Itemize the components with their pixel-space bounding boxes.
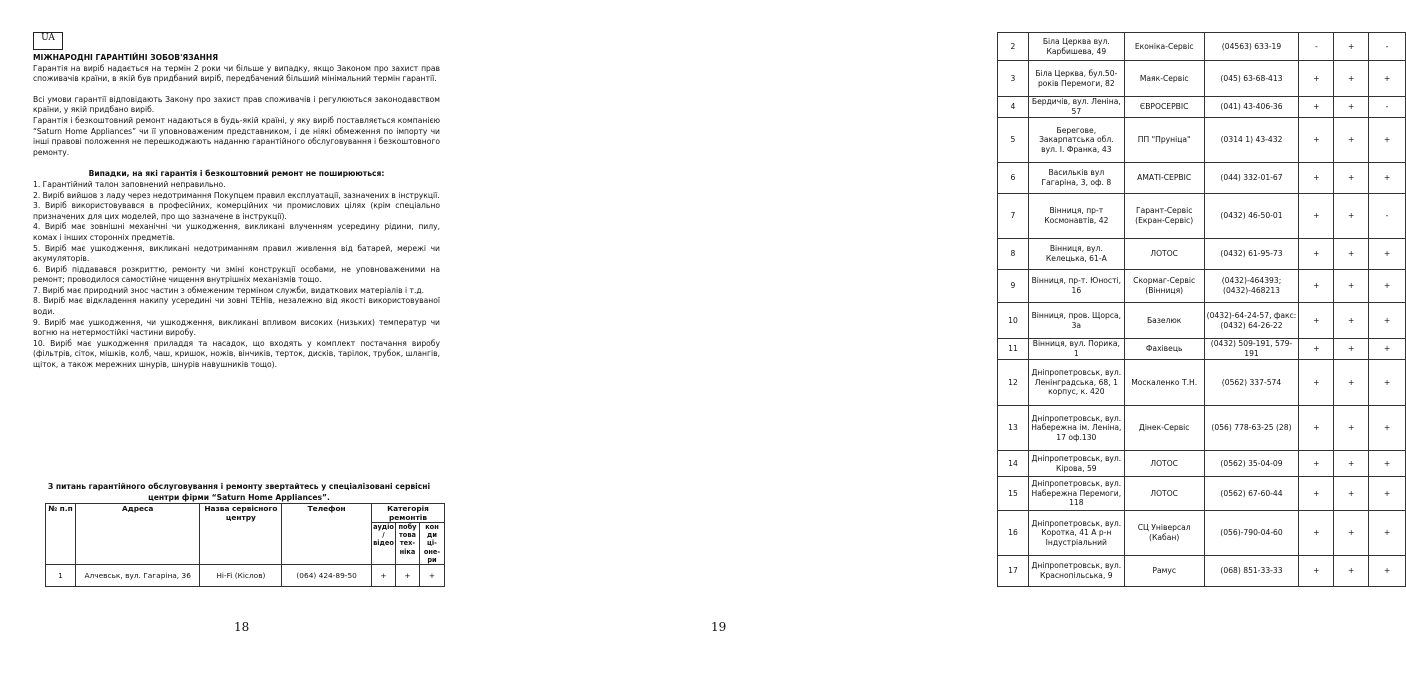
category-conditioner-cell: + (1369, 451, 1406, 477)
category-conditioner-cell: + (1369, 556, 1406, 587)
category-audio-cell: + (1299, 97, 1334, 118)
row-number: 17 (998, 556, 1029, 587)
center-name-cell: ЛОТОС (1124, 451, 1204, 477)
table-row (998, 406, 1406, 451)
exclusion-item: 5. Виріб має ушкодження, викликані недотриманням правил живлення від батарей, мережі чи акумуляторів. (33, 243, 440, 264)
category-audio-cell: + (1299, 239, 1334, 270)
center-name-cell: Дінек-Сервіс (1124, 406, 1204, 451)
row-number: 16 (998, 511, 1029, 556)
left-page (0, 0, 477, 675)
address-cell: Вінниця, вул. Порика, 1 (1028, 339, 1124, 360)
table-row (998, 61, 1406, 97)
header-phone: Телефон (282, 504, 372, 565)
table-row (998, 118, 1406, 163)
category-audio-cell: + (1299, 451, 1334, 477)
category-audio-cell: + (1299, 511, 1334, 556)
category-home-cell: + (1334, 33, 1369, 61)
address-cell: Вінниця, вул. Келецька, 61-А (1028, 239, 1124, 270)
phone-cell: (0562) 337-574 (1204, 360, 1299, 406)
phone-cell: (068) 851-33-33 (1204, 556, 1299, 587)
center-name-cell: Гарант-Сервіс (Екран-Сервіс) (1124, 194, 1204, 239)
phone-cell: (04563) 633-19 (1204, 33, 1299, 61)
category-home-cell: + (396, 565, 420, 587)
category-conditioner-cell: + (1369, 61, 1406, 97)
address-cell: Дніпропетровськ, вул. Коротка, 41 А р-н Індустріальний (1028, 511, 1124, 556)
table-row (998, 451, 1406, 477)
row-number: 12 (998, 360, 1029, 406)
category-conditioner-cell: + (419, 565, 444, 587)
header-address: Адреса (75, 504, 200, 565)
category-conditioner-cell: + (1369, 239, 1406, 270)
category-conditioner-cell: + (1369, 477, 1406, 511)
address-cell: Дніпропетровськ, вул. Набережна Перемоги, 118 (1028, 477, 1124, 511)
center-name-cell: ЛОТОС (1124, 239, 1204, 270)
category-home-cell: + (1334, 406, 1369, 451)
row-number: 1 (46, 565, 76, 587)
header-category-home-appliances: побу това тех- ніка (396, 523, 420, 565)
exclusion-item: 10. Виріб має ушкодження приладдя та насадок, що входять у комплект постачання виробу (фільтрів, сіток, мішків, колб, чаш, кришок, ножів, вінчиків, терток, дисків, тарілок, трубок, шлангів, щіток, а також мережних шнурів, шнурів навушників тощо). (33, 338, 440, 370)
table-row (998, 194, 1406, 239)
row-number: 5 (998, 118, 1029, 163)
exclusions-list (33, 180, 440, 371)
center-name-cell: Фахівець (1124, 339, 1204, 360)
center-name-cell: Скормаг-Сервіс (Вінниця) (1124, 270, 1204, 303)
category-home-cell: + (1334, 97, 1369, 118)
phone-cell: (0432) 509-191, 579-191 (1204, 339, 1299, 360)
center-name-cell: ПП "Пруніца" (1124, 118, 1204, 163)
exclusion-item: 6. Виріб піддавався розкриттю, ремонту чи зміні конструкції особами, не уповноваженими на ремонт; проводилося самостійне чищення внутрішніх механізмів тощо. (33, 264, 440, 285)
category-home-cell: + (1334, 239, 1369, 270)
row-number: 13 (998, 406, 1029, 451)
service-centers-table-continued (997, 32, 1406, 587)
category-home-cell: + (1334, 556, 1369, 587)
address-cell: Дніпропетровськ, вул. Кірова, 59 (1028, 451, 1124, 477)
row-number: 4 (998, 97, 1029, 118)
center-name-cell: Hi-Fi (Кіслов) (200, 565, 282, 587)
address-cell: Берегове, Закарпатська обл. вул. І. Франка, 43 (1028, 118, 1124, 163)
row-number: 7 (998, 194, 1029, 239)
page-number: 19 (711, 620, 727, 634)
address-cell: Бердичів, вул. Леніна, 57 (1028, 97, 1124, 118)
row-number: 9 (998, 270, 1029, 303)
phone-cell: (0314 1) 43-432 (1204, 118, 1299, 163)
center-name-cell: ЄВРОСЕРВІС (1124, 97, 1204, 118)
address-cell: Біла Церква вул. Карбишева, 49 (1028, 33, 1124, 61)
table-row (998, 239, 1406, 270)
category-home-cell: + (1334, 194, 1369, 239)
category-audio-cell: + (1299, 339, 1334, 360)
right-page (477, 0, 1391, 675)
center-name-cell: ЛОТОС (1124, 477, 1204, 511)
phone-cell: (0562) 35-04-09 (1204, 451, 1299, 477)
row-number: 6 (998, 163, 1029, 194)
category-home-cell: + (1334, 451, 1369, 477)
exclusion-item: 3. Виріб використовувався в професійних, комерційних чи промислових цілях (крім спеціально призначених для цих моделей, про що зазначене в інструкції). (33, 201, 440, 221)
category-conditioner-cell: + (1369, 163, 1406, 194)
category-home-cell: + (1334, 477, 1369, 511)
category-conditioner-cell: + (1369, 118, 1406, 163)
center-name-cell: Еконіка-Сервіс (1124, 33, 1204, 61)
category-home-cell: + (1334, 270, 1369, 303)
phone-cell: (0432)-64-24-57, факс: (0432) 64-26-22 (1204, 303, 1299, 339)
warranty-paragraph: Гарантія на виріб надається на термін 2 роки чи більше у випадку, якщо Законом про захист прав споживачів країни, в якій був придбаний виріб, передбачений більший мінімальний термін гарантії. (33, 63, 440, 84)
category-audio-cell: + (1299, 406, 1334, 451)
table-row (998, 339, 1406, 360)
exclusion-item: 7. Виріб має природний знос частин з обмеженим терміном служби, видаткових матеріалів і т.д. (33, 285, 425, 295)
category-conditioner-cell: + (1369, 303, 1406, 339)
header-category: Категорія ремонтів (372, 504, 445, 523)
category-home-cell: + (1334, 511, 1369, 556)
category-audio-cell: + (1299, 477, 1334, 511)
center-name-cell: Рамус (1124, 556, 1204, 587)
phone-cell: (045) 63-68-413 (1204, 61, 1299, 97)
address-cell: Дніпропетровськ, вул. Набережна ім. Леніна, 17 оф.130 (1028, 406, 1124, 451)
phone-cell: (056)-790-04-60 (1204, 511, 1299, 556)
category-audio-cell: + (1299, 194, 1334, 239)
category-conditioner-cell: + (1369, 339, 1406, 360)
language-badge: UA (33, 32, 63, 50)
warranty-paragraph: Всі умови гарантії відповідають Закону про захист прав споживачів і регулюються законодавством країни, у якій придбано виріб. (33, 94, 440, 115)
phone-cell: (041) 43-406-36 (1204, 97, 1299, 118)
category-home-cell: + (1334, 163, 1369, 194)
table-row (998, 556, 1406, 587)
center-name-cell: СЦ Універсал (Кабан) (1124, 511, 1204, 556)
row-number: 2 (998, 33, 1029, 61)
category-home-cell: + (1334, 339, 1369, 360)
phone-cell: (0432) 46-50-01 (1204, 194, 1299, 239)
category-audio-cell: + (1299, 556, 1334, 587)
warranty-title: МІЖНАРОДНІ ГАРАНТІЙНІ ЗОБОВ'ЯЗАННЯ (33, 53, 219, 62)
category-conditioner-cell: - (1369, 194, 1406, 239)
category-conditioner-cell: - (1369, 97, 1406, 118)
category-conditioner-cell: - (1369, 33, 1406, 61)
category-home-cell: + (1334, 118, 1369, 163)
category-audio-cell: + (1299, 163, 1334, 194)
warranty-text (33, 53, 440, 371)
service-centers-title: З питань гарантійного обслуговування і ремонту звертайтесь у спеціалізовані сервісні центри фірми “Saturn Home Appliances”. (47, 482, 431, 502)
table-row (998, 303, 1406, 339)
address-cell: Біла Церква, бул.50- років Перемоги, 82 (1028, 61, 1124, 97)
category-conditioner-cell: + (1369, 360, 1406, 406)
table-row (998, 270, 1406, 303)
address-cell: Вінниця, пр-т. Юності, 16 (1028, 270, 1124, 303)
category-home-cell: + (1334, 303, 1369, 339)
address-cell: Васильків вул Гагаріна, 3, оф. 8 (1028, 163, 1124, 194)
category-conditioner-cell: + (1369, 406, 1406, 451)
category-audio-cell: + (1299, 303, 1334, 339)
service-centers-table (45, 503, 445, 587)
exclusion-item: 8. Виріб має відкладення накипу усередині чи зовні ТЕНів, незалежно від якості використовуваної води. (33, 296, 440, 317)
category-audio-cell: + (372, 565, 396, 587)
phone-cell: (044) 332-01-67 (1204, 163, 1299, 194)
page-number: 18 (234, 620, 250, 634)
row-number: 10 (998, 303, 1029, 339)
phone-cell: (064) 424-89-50 (282, 565, 372, 587)
exclusion-item: 4. Виріб має зовнішні механічні чи ушкодження, викликані влученням усередину рідини, пилу, комах і інших сторонніх предметів. (33, 222, 440, 242)
address-cell: Дніпропетровськ, вул. Ленінградська, 68, 1 корпус, к. 420 (1028, 360, 1124, 406)
category-audio-cell: - (1299, 33, 1334, 61)
exclusion-item: 1. Гарантійний талон заповнений неправильно. (33, 179, 226, 189)
center-name-cell: Маяк-Сервіс (1124, 61, 1204, 97)
center-name-cell: АМАТІ-СЕРВІС (1124, 163, 1204, 194)
table-row (46, 565, 445, 587)
table-row (998, 97, 1406, 118)
address-cell: Алчевськ, вул. Гагаріна, 36 (75, 565, 200, 587)
table-row (998, 477, 1406, 511)
category-audio-cell: + (1299, 270, 1334, 303)
row-number: 14 (998, 451, 1029, 477)
table-row (998, 511, 1406, 556)
header-category-conditioners: кон ди ці- оне- ри (419, 523, 444, 565)
category-home-cell: + (1334, 360, 1369, 406)
row-number: 15 (998, 477, 1029, 511)
header-number: № п.п (46, 504, 76, 565)
phone-cell: (0432) 61-95-73 (1204, 239, 1299, 270)
header-category-audio-video: аудіо / відео (372, 523, 396, 565)
phone-cell: (056) 778-63-25 (28) (1204, 406, 1299, 451)
category-conditioner-cell: + (1369, 270, 1406, 303)
category-home-cell: + (1334, 61, 1369, 97)
center-name-cell: Базелюк (1124, 303, 1204, 339)
phone-cell: (0562) 67-60-44 (1204, 477, 1299, 511)
header-center-name: Назва сервісного центру (200, 504, 282, 565)
address-cell: Дніпропетровськ, вул. Краснопільська, 9 (1028, 556, 1124, 587)
category-audio-cell: + (1299, 360, 1334, 406)
table-row (998, 33, 1406, 61)
row-number: 11 (998, 339, 1029, 360)
warranty-paragraph: Гарантія і безкоштовний ремонт надаються в будь-якій країні, у яку виріб поставляється компанією “Saturn Home Appliances” чи її уповноваженим представником, і де ніякі обмеження по імпорту чи інші правові положення не перешкоджають наданню гарантійного обслуговування і безкоштовного ремонту. (33, 115, 440, 157)
address-cell: Вінниця, пр-т Космонавтів, 42 (1028, 194, 1124, 239)
address-cell: Вінниця, пров. Щорса, 3а (1028, 303, 1124, 339)
phone-cell: (0432)-464393; (0432)-468213 (1204, 270, 1299, 303)
category-audio-cell: + (1299, 118, 1334, 163)
exclusion-item: 9. Виріб має ушкодження, чи ушкодження, викликані впливом високих (низьких) температур чи вогню на нетермостійкі частини виробу. (33, 317, 440, 338)
category-conditioner-cell: + (1369, 511, 1406, 556)
row-number: 3 (998, 61, 1029, 97)
exclusion-item: 2. Виріб вийшов з ладу через недотримання Покупцем правил експлуатації, зазначених в інструкції. (33, 190, 440, 200)
category-audio-cell: + (1299, 61, 1334, 97)
table-row (998, 163, 1406, 194)
exclusions-title: Випадки, на які гарантія і безкоштовний ремонт не поширюються: (88, 169, 385, 179)
center-name-cell: Москаленко Т.Н. (1124, 360, 1204, 406)
row-number: 8 (998, 239, 1029, 270)
table-row (998, 360, 1406, 406)
